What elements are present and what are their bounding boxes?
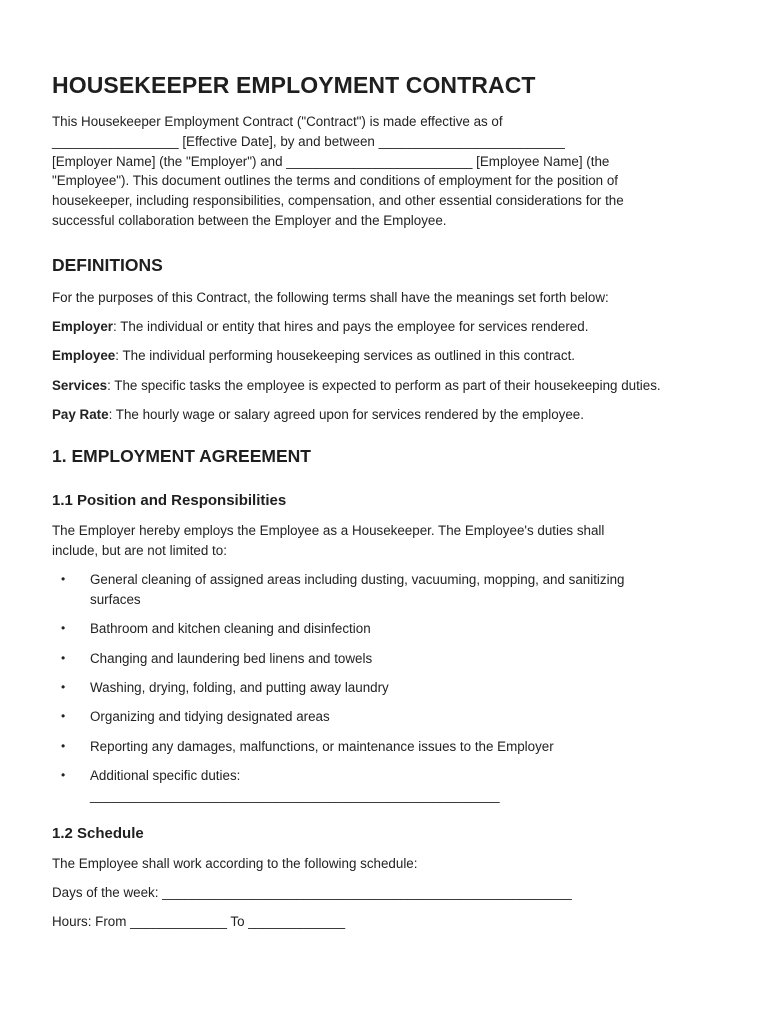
duty-text: Washing, drying, folding, and putting away laundry [90,680,389,696]
position-lead-line: The Employer hereby employs the Employee as a Housekeeper. The Employee's duties shall [52,522,605,538]
list-item [52,649,720,669]
employment-agreement-heading: 1. EMPLOYMENT AGREEMENT [52,445,311,466]
definition-services [52,376,720,396]
intro-line: This Housekeeper Employment Contract ("Contract") is made effective as of [52,114,503,129]
duties-list [52,570,720,805]
duty-text: Organizing and tidying designated areas [90,709,330,725]
definition-employee [52,346,720,366]
intro-paragraph [52,112,720,231]
list-item [52,766,720,806]
definition-pay-rate [52,405,720,425]
definition-term: Employer [52,319,114,335]
definition-text: : The specific tasks the employee is expected to perform as part of their housekeeping duties. [107,377,661,393]
definition-text: : The individual performing housekeeping services as outlined in this contract. [115,348,576,364]
duty-text: General cleaning of assigned areas including dusting, vacuuming, mopping, and sanitizing [90,572,625,588]
bullet-icon: • [61,767,66,782]
schedule-heading: 1.2 Schedule [52,824,144,842]
intro-line: successful collaboration between the Employer and the Employee. [52,212,447,228]
position-lead-line: include, but are not limited to: [52,542,227,558]
intro-line: _________________ [Effective Date], by and between _________________________ [52,133,565,149]
duty-text: Changing and laundering bed linens and towels [90,650,373,666]
bullet-icon: • [61,621,66,636]
duty-text: Bathroom and kitchen cleaning and disinfection [90,621,371,637]
definition-term: Services [52,377,108,393]
intro-line: [Employer Name] (the "Employer") and _________________________ [Employee Name] (the [52,153,610,169]
schedule-days-field: Days of the week: _______________________________________________________ [52,884,572,900]
list-item [52,570,720,610]
duty-text: Additional specific duties: [90,767,241,783]
intro-line: "Employee"). This document outlines the terms and conditions of employment for the position of [52,173,619,189]
bullet-icon: • [61,680,66,695]
bullet-icon: • [61,709,66,724]
bullet-icon: • [61,650,66,665]
definition-text: : The individual or entity that hires and pays the employee for services rendered. [113,319,589,335]
document-title: HOUSEKEEPER EMPLOYMENT CONTRACT [52,72,536,98]
list-item [52,737,720,757]
schedule-lead: The Employee shall work according to the following schedule: [52,855,418,871]
position-lead [52,521,720,561]
list-item [52,619,720,639]
definition-term: Employee [52,348,116,364]
bullet-icon: • [61,572,66,587]
definition-term: Pay Rate [52,406,109,422]
definitions-lead: For the purposes of this Contract, the following terms shall have the meanings set forth below: [52,289,609,305]
intro-line: housekeeper, including responsibilities, compensation, and other essential considerations for the [52,193,624,209]
contract-document [52,70,720,932]
schedule-hours-field: Hours: From _____________ To _____________ [52,914,346,930]
definition-text: : The hourly wage or salary agreed upon for services rendered by the employee. [108,406,584,422]
duty-text: surfaces [90,592,141,608]
definition-employer [52,317,720,337]
duty-text: Reporting any damages, malfunctions, or maintenance issues to the Employer [90,738,554,754]
definitions-heading: DEFINITIONS [52,254,163,275]
bullet-icon: • [61,738,66,753]
additional-duties-blank: _______________________________________________________ [90,787,500,803]
list-item [52,707,720,727]
list-item [52,678,720,698]
position-heading: 1.1 Position and Responsibilities [52,491,287,509]
